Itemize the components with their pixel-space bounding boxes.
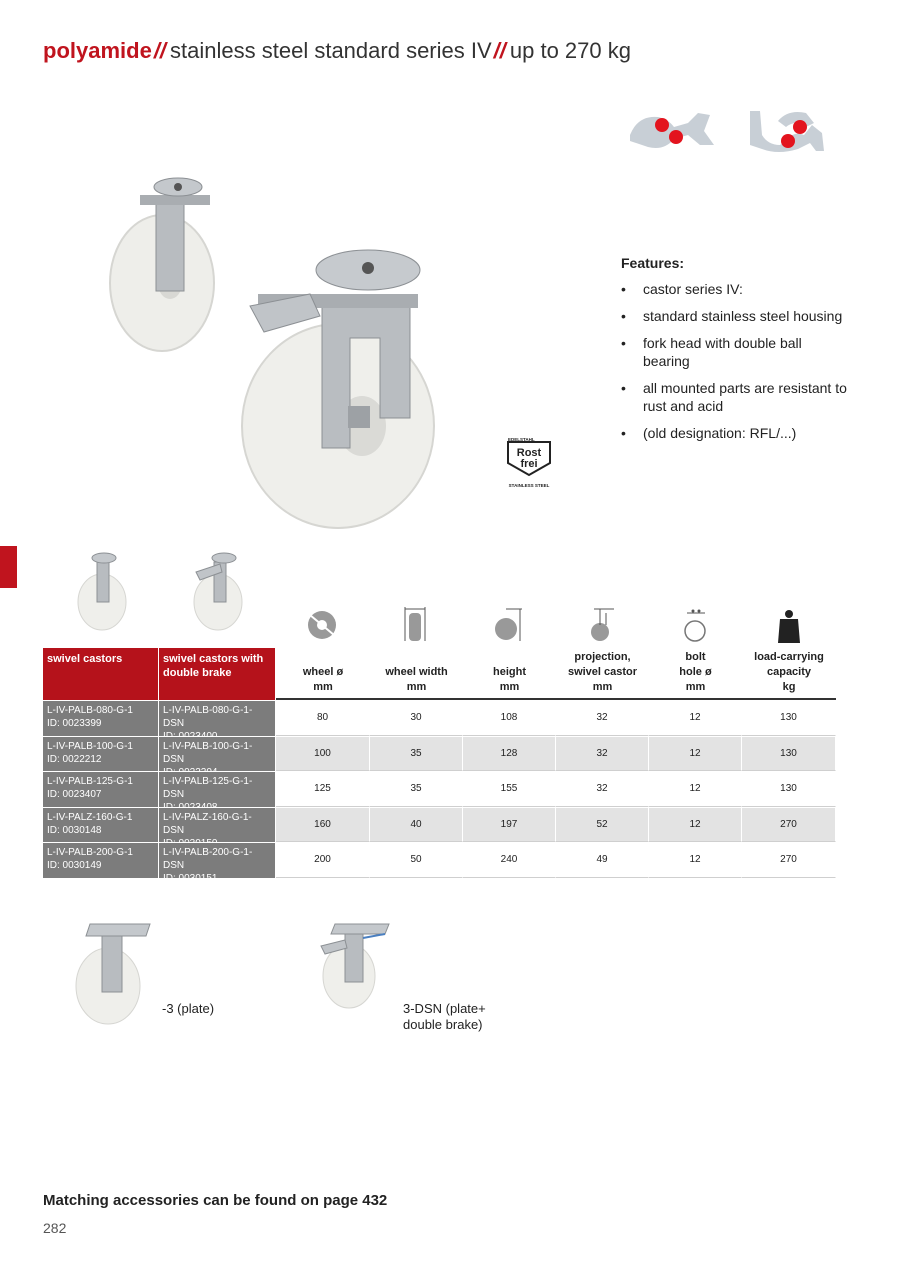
article-id: ID: 0030149: [47, 860, 102, 871]
specification-table: [43, 648, 836, 884]
table-header: [43, 648, 836, 700]
header-unit: mm: [685, 681, 706, 693]
features-list: [621, 280, 851, 442]
badge-bottom-text: STAINLESS STEEL: [508, 483, 550, 488]
bolt-hole-icon: [681, 605, 711, 645]
swivel-article-cell: [43, 843, 159, 878]
article-number: L-IV-PALB-125-G-1-DSN: [163, 776, 253, 800]
feature-item: • castor series IV:: [621, 280, 851, 298]
header-label: capacity: [766, 666, 812, 678]
title-part-load: up to 270 kg: [509, 38, 631, 63]
swivel-castor-brake-image: [230, 248, 440, 533]
height-cell: 128: [463, 737, 556, 772]
features-box: [621, 254, 851, 451]
height-cell: 155: [463, 772, 556, 807]
load-capacity-cell: 130: [742, 737, 836, 772]
swivel-castor-thumbnail: [72, 550, 132, 632]
table-row: [43, 807, 836, 843]
header-label: wheel ø: [302, 666, 344, 678]
load-capacity-cell: 130: [742, 701, 836, 736]
plate-brake-caption: [403, 1001, 486, 1033]
article-number: L-IV-PALB-125-G-1: [47, 776, 133, 787]
article-number: L-IV-PALZ-160-G-1-DSN: [163, 811, 252, 836]
header-wheel-width: [370, 648, 463, 700]
table-row: [43, 771, 836, 807]
load-weight-icon: [776, 605, 802, 645]
swivel-castor-brake-thumbnail: [190, 550, 250, 632]
header-label: height: [493, 666, 526, 678]
title-part-material: stainless steel standard series IV: [170, 38, 492, 63]
bolt-hole-cell: 12: [649, 843, 742, 878]
title-separator: //: [153, 38, 167, 63]
section-tab-marker: [0, 546, 17, 588]
header-load-capacity: [742, 648, 836, 700]
wheel-mount-pictogram-icon: [628, 105, 718, 155]
header-unit: kg: [782, 681, 796, 693]
wheel-diameter-cell: 80: [276, 701, 370, 736]
brake-article-cell: [159, 808, 276, 843]
swivel-article-cell: [43, 737, 159, 772]
title-brand: polyamide: [43, 38, 152, 63]
header-swivel-brake-castors: swivel castors with double brake: [159, 648, 276, 700]
feature-item: • all mounted parts are resistant to rust and acid: [621, 379, 851, 415]
projection-cell: 52: [556, 808, 649, 843]
title-separator: //: [493, 38, 506, 63]
plate-caption: -3 (plate): [162, 1001, 215, 1016]
wheel-diameter-cell: 200: [276, 843, 370, 878]
bolt-hole-cell: 12: [649, 808, 742, 843]
article-id: ID: 0030151: [163, 873, 218, 884]
wheel-diameter-icon: [304, 605, 340, 645]
swivel-article-cell: [43, 701, 159, 736]
article-number: L-IV-PALB-100-G-1: [47, 740, 133, 752]
wheel-diameter-cell: 125: [276, 772, 370, 807]
wheel-width-cell: 40: [370, 808, 463, 843]
table-row: [43, 736, 836, 772]
feature-item: • standard stainless steel housing: [621, 307, 851, 325]
header-swivel-castors: swivel castors: [43, 648, 159, 700]
projection-cell: 32: [556, 772, 649, 807]
article-number: L-IV-PALB-200-G-1: [47, 847, 133, 858]
header-unit: mm: [406, 681, 427, 693]
features-heading: Features:: [621, 255, 685, 271]
wheel-width-cell: 35: [370, 737, 463, 772]
height-cell: 240: [463, 843, 556, 878]
height-icon: [492, 605, 526, 645]
article-number: L-IV-PALB-100-G-1-DSN: [163, 740, 253, 765]
article-id: ID: 0022212: [47, 753, 102, 765]
caption-line: 3-DSN (plate+: [403, 1001, 486, 1016]
article-number: L-IV-PALB-080-G-1-DSN: [163, 705, 253, 729]
feature-item: • (old designation: RFL/...): [621, 424, 851, 442]
accessories-note: Matching accessories can be found on page 432: [43, 1192, 388, 1209]
table-row: [43, 700, 836, 736]
load-capacity-cell: 130: [742, 772, 836, 807]
load-capacity-cell: 270: [742, 808, 836, 843]
header-projection: [556, 648, 649, 700]
projection-cell: 32: [556, 701, 649, 736]
article-number: L-IV-PALB-080-G-1: [47, 705, 133, 716]
article-id: ID: 0023399: [47, 718, 102, 729]
wheel-diameter-cell: 100: [276, 737, 370, 772]
load-capacity-cell: 270: [742, 843, 836, 878]
header-label: hole ø: [679, 666, 712, 678]
bolt-hole-cell: 12: [649, 772, 742, 807]
header-unit: mm: [313, 681, 333, 693]
header-unit: mm: [499, 681, 520, 693]
header-label: bolt: [685, 651, 706, 663]
header-wheel-diameter: [276, 648, 370, 700]
brake-article-cell: [159, 772, 276, 807]
wheel-mount-pictogram-icon: [748, 105, 828, 155]
header-height: [463, 648, 556, 700]
wheel-width-cell: 30: [370, 701, 463, 736]
header-label: wheel width: [385, 666, 448, 678]
plate-castor-image: [68, 920, 156, 1028]
projection-cell: 49: [556, 843, 649, 878]
wheel-width-cell: 50: [370, 843, 463, 878]
wheel-diameter-cell: 160: [276, 808, 370, 843]
header-label: projection,: [574, 651, 631, 663]
swivel-article-cell: [43, 772, 159, 807]
article-number: L-IV-PALZ-160-G-1: [47, 811, 133, 823]
height-cell: 108: [463, 701, 556, 736]
height-cell: 197: [463, 808, 556, 843]
projection-icon: [586, 605, 620, 645]
badge-line2: frei: [520, 458, 538, 470]
bolt-hole-cell: 12: [649, 737, 742, 772]
badge-top-text: EDELSTAHL: [508, 437, 535, 442]
header-unit: mm: [592, 681, 613, 693]
table-row: [43, 842, 836, 884]
brake-article-cell: [159, 843, 276, 884]
wheel-width-icon: [401, 605, 429, 645]
header-label: load-carrying: [754, 651, 824, 663]
caption-line: double brake): [403, 1017, 483, 1032]
stainless-steel-badge-icon: [500, 437, 558, 489]
page-title: [43, 38, 631, 64]
header-bolt-hole: [649, 648, 742, 700]
swivel-article-cell: [43, 808, 159, 843]
bolt-hole-cell: 12: [649, 701, 742, 736]
swivel-castor-image: [100, 175, 230, 355]
feature-item: • fork head with double ball bearing: [621, 334, 851, 370]
plate-brake-castor-image: [315, 920, 395, 1012]
brake-article-cell: [159, 737, 276, 772]
header-label: swivel castor: [567, 666, 638, 678]
article-id: ID: 0023407: [47, 789, 102, 800]
wheel-width-cell: 35: [370, 772, 463, 807]
article-id: ID: 0030148: [47, 824, 102, 836]
page-number: 282: [43, 1220, 67, 1236]
article-number: L-IV-PALB-200-G-1-DSN: [163, 847, 253, 871]
brake-article-cell: [159, 701, 276, 736]
badge-line1: Rost: [516, 447, 542, 459]
projection-cell: 32: [556, 737, 649, 772]
